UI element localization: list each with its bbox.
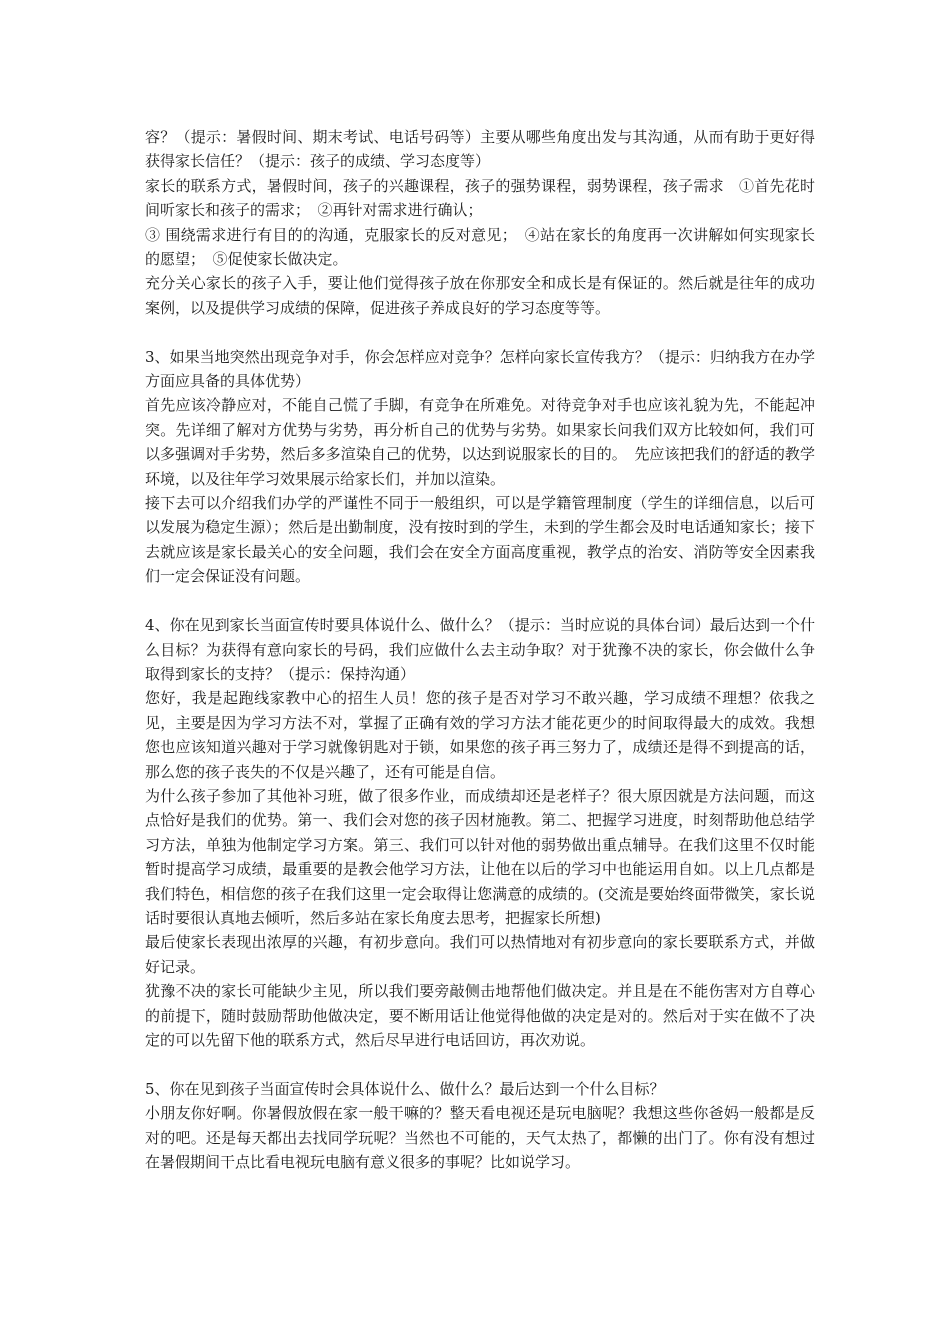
- blank-line: [145, 1052, 815, 1076]
- question-4: 4、你在见到家长当面宣传时要具体说什么、做什么？（提示：当时应说的具体台词）最后达到一个什么目标？为获得有意向家长的号码，我们应做什么去主动争取？对于犹豫不决的家长，你会做什么争取得到家长的支持？（提示：保持沟通）: [145, 616, 815, 683]
- answer-3-part-1: 首先应该冷静应对，不能自己慌了手脚，有竞争在所难免。对待竞争对手也应该礼貌为先，不能起冲突。先详细了解对方优势与劣势，再分析自己的优势与劣势。如果家长问我们双方比较如何，我们可以多强调对手劣势，然后多多渲染自己的优势，以达到说服家长的目的。 先应该把我们的舒适的教学环境，以及往年学习效果展示给家长们，并加以渲染。: [145, 396, 815, 488]
- answer-3-part-2: 接下去可以介绍我们办学的严谨性不同于一般组织，可以是学籍管理制度（学生的详细信息，以后可以发展为稳定生源）；然后是出勤制度，没有按时到的学生，未到的学生都会及时电话通知家长；接下去就应该是家长最关心的安全问题，我们会在安全方面高度重视，教学点的治安、消防等安全因素我们一定会保证没有问题。: [145, 494, 815, 586]
- paragraph-care: 充分关心家长的孩子入手，要让他们觉得孩子放在你那安全和成长是有保证的。然后就是往年的成功案例，以及提供学习成绩的保障，促进孩子养成良好的学习态度等等。: [145, 274, 815, 317]
- paragraph-intro-question: 容？（提示：暑假时间、期末考试、电话号码等）主要从哪些角度出发与其沟通，从而有助于更好得获得家长信任？（提示：孩子的成绩、学习态度等）: [145, 128, 815, 171]
- document-page: [145, 125, 815, 1174]
- question-3: 3、如果当地突然出现竞争对手，你会怎样应对竞争？怎样向家长宣传我方？（提示：归纳我方在办学方面应具备的具体优势）: [145, 347, 815, 391]
- answer-4-part-1: 您好，我是起跑线家教中心的招生人员！您的孩子是否对学习不敢兴趣，学习成绩不理想？依我之见，主要是因为学习方法不对，掌握了正确有效的学习方法才能花更少的时间取得最大的成效。我想您也应该知道兴趣对于学习就像钥匙对于锁，如果您的孩子再三努力了，成绩还是得不到提高的话，那么您的孩子丧失的不仅是兴趣了，还有可能是自信。: [145, 689, 815, 781]
- blank-line: [145, 320, 815, 344]
- blank-line: [145, 589, 815, 613]
- answer-4-part-3: 最后使家长表现出浓厚的兴趣，有初步意向。我们可以热情地对有初步意向的家长要联系方式，并做好记录。: [145, 933, 815, 976]
- paragraph-steps: ③ 围绕需求进行有目的的沟通，克服家长的反对意见； ④站在家长的角度再一次讲解如何实现家长的愿望； ⑤促使家长做决定。: [145, 225, 815, 269]
- answer-5: 小朋友你好啊。你暑假放假在家一般干嘛的？整天看电视还是玩电脑呢？我想这些你爸妈一般都是反对的吧。还是每天都出去找同学玩呢？当然也不可能的，天气太热了，都懒的出门了。你有没有想过在暑假期间干点比看电视玩电脑有意义很多的事呢？比如说学习。: [145, 1104, 815, 1172]
- paragraph-contact-needs: 家长的联系方式，暑假时间，孩子的兴趣课程，孩子的强势课程，弱势课程，孩子需求 ①首先花时间听家长和孩子的需求； ②再针对需求进行确认；: [145, 176, 815, 220]
- answer-4-part-4: 犹豫不决的家长可能缺少主见，所以我们要旁敲侧击地帮他们做决定。并且是在不能伤害对方自尊心的前提下，随时鼓励帮助他做决定，要不断用话让他觉得他做的决定是对的。然后对于实在做不了决定的可以先留下他的联系方式，然后尽早进行电话回访，再次劝说。: [145, 982, 815, 1049]
- answer-4-part-2: 为什么孩子参加了其他补习班，做了很多作业，而成绩却还是老样子？很大原因就是方法问题，而这点恰好是我们的优势。第一、我们会对您的孩子因材施教。第二、把握学习进度，时刻帮助他总结学习方法，单独为他制定学习方案。第三、我们可以针对他的弱势做出重点辅导。在我们这里不仅时能暂时提高学习成绩，最重要的是教会他学习方法，让他在以后的学习中也能运用自如。以上几点都是我们特色，相信您的孩子在我们这里一定会取得让您满意的成绩的。(交流是要始终面带微笑，家长说话时要很认真地去倾听，然后多站在家长角度去思考，把握家长所想): [145, 786, 815, 927]
- question-5: 5、你在见到孩子当面宣传时会具体说什么、做什么？最后达到一个什么目标？: [145, 1079, 665, 1098]
